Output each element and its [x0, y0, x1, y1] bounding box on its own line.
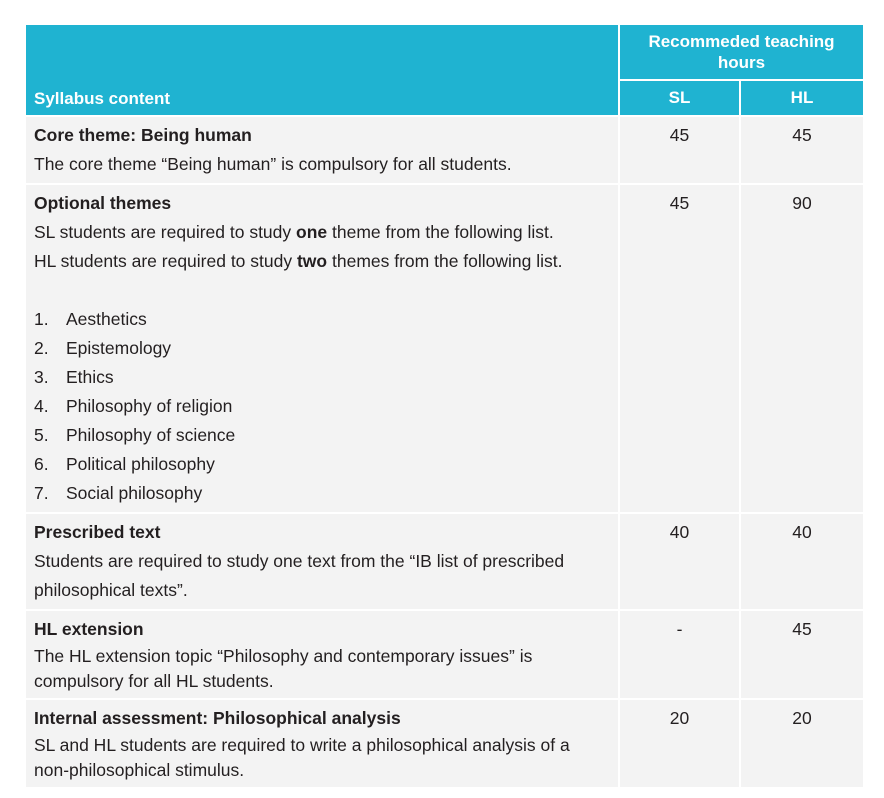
- prescribed-text-cell: [25, 513, 619, 610]
- optional-hl-hours: 90: [740, 184, 864, 513]
- optional-hl-requirement: HL students are required to study two themes from the following list.: [34, 251, 563, 271]
- table-row: [25, 513, 864, 610]
- hl-extension-sl-hours: -: [619, 610, 740, 699]
- syllabus-content-header: Syllabus content: [25, 24, 619, 116]
- hl-extension-desc-1: The HL extension topic “Philosophy and contemporary issues” is: [34, 646, 533, 666]
- hl-extension-hl-hours: 45: [740, 610, 864, 699]
- core-hl-hours: 45: [740, 116, 864, 184]
- internal-assessment-title: Internal assessment: Philosophical analysis: [34, 708, 401, 728]
- optional-themes-cell: [25, 184, 619, 513]
- list-item: 5. Philosophy of science: [34, 425, 236, 445]
- core-theme-cell: [25, 116, 619, 184]
- core-sl-hours: 45: [619, 116, 740, 184]
- syllabus-table: [24, 23, 865, 789]
- internal-assessment-desc-1: SL and HL students are required to write a philosophical analysis of a: [34, 735, 570, 755]
- recommended-hours-header: Recommeded teaching hours: [619, 24, 864, 80]
- hl-extension-desc-2: compulsory for all HL students.: [34, 671, 274, 691]
- internal-assessment-cell: [25, 699, 619, 788]
- themes-list: [34, 305, 618, 508]
- prescribed-text-desc-2: philosophical texts”.: [34, 580, 188, 600]
- core-theme-desc: The core theme “Being human” is compulsory for all students.: [34, 154, 512, 174]
- optional-sl-hours: 45: [619, 184, 740, 513]
- hl-extension-cell: [25, 610, 619, 699]
- internal-assessment-sl-hours: 20: [619, 699, 740, 788]
- prescribed-text-desc-1: Students are required to study one text from the “IB list of prescribed: [34, 551, 565, 571]
- hl-extension-title: HL extension: [34, 619, 144, 639]
- sl-header: SL: [619, 80, 740, 116]
- table-row: [25, 610, 864, 699]
- list-item: 7. Social philosophy: [34, 483, 203, 503]
- core-theme-title: Core theme: Being human: [34, 125, 252, 145]
- hl-header: HL: [740, 80, 864, 116]
- list-item: 4. Philosophy of religion: [34, 396, 233, 416]
- optional-sl-requirement: SL students are required to study one theme from the following list.: [34, 222, 554, 242]
- list-item: 6. Political philosophy: [34, 454, 215, 474]
- list-item: 2. Epistemology: [34, 338, 172, 358]
- list-item: 1. Aesthetics: [34, 309, 147, 329]
- internal-assessment-hl-hours: 20: [740, 699, 864, 788]
- prescribed-sl-hours: 40: [619, 513, 740, 610]
- prescribed-hl-hours: 40: [740, 513, 864, 610]
- table-row: [25, 116, 864, 184]
- prescribed-text-title: Prescribed text: [34, 522, 161, 542]
- table-row: [25, 699, 864, 788]
- list-item: 3. Ethics: [34, 367, 114, 387]
- table-row: [25, 184, 864, 513]
- internal-assessment-desc-2: non-philosophical stimulus.: [34, 760, 245, 780]
- optional-themes-title: Optional themes: [34, 193, 172, 213]
